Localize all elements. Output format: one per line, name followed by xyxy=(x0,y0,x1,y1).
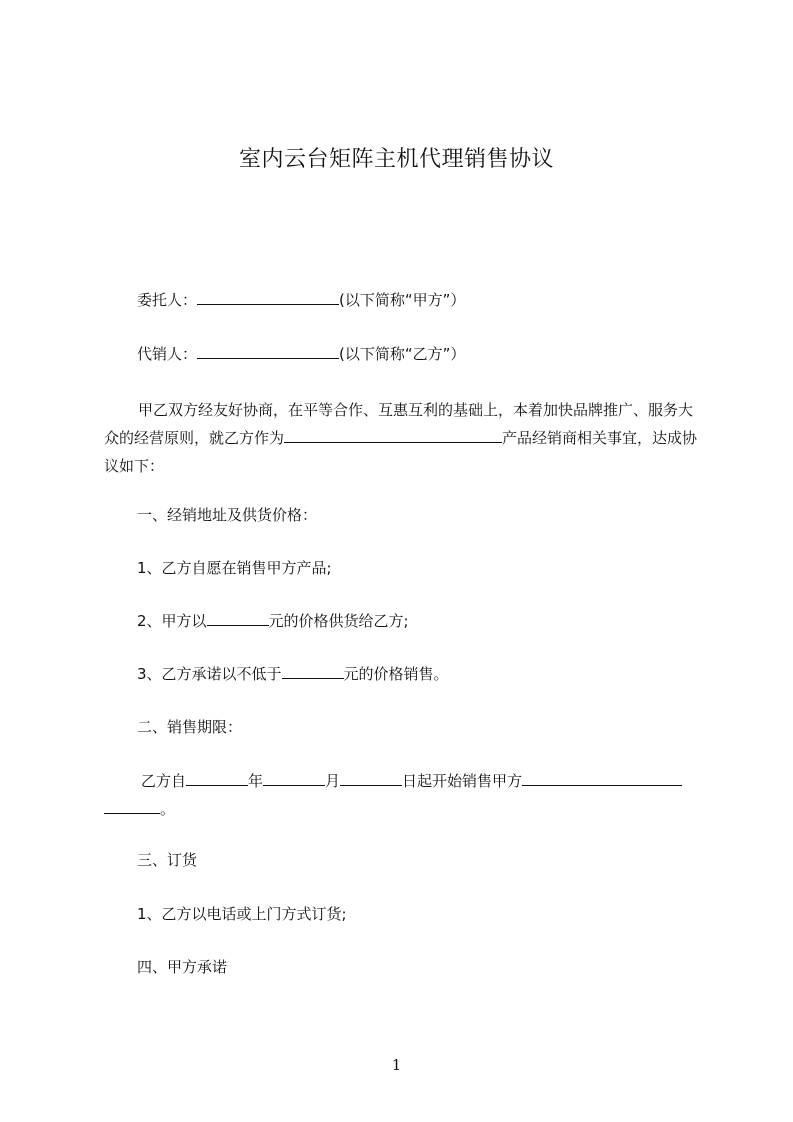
year-blank xyxy=(186,771,248,786)
intro-text-part1: 甲乙双方经友好协商，在平等合作、互惠互利的基础上，本着加快品牌推广、服务大众的经营原则，就乙方作为 xyxy=(104,401,694,447)
day-blank xyxy=(340,771,402,786)
period-prefix: 乙方自 xyxy=(141,772,187,790)
principal-blank xyxy=(197,290,339,305)
item3-prefix: 3、乙方承诺以不低于 xyxy=(137,665,282,683)
section2-text-line2 xyxy=(104,799,175,819)
agent-line xyxy=(137,344,465,364)
agent-blank xyxy=(197,344,339,359)
section2-heading: 二、销售期限： xyxy=(137,718,243,736)
document-title: 室内云台矩阵主机代理销售协议 xyxy=(238,147,554,172)
section2-text-line1 xyxy=(141,771,682,791)
section1-heading: 一、经销地址及供货价格： xyxy=(137,506,318,524)
section1-item1: 1、乙方自愿在销售甲方产品; xyxy=(137,559,332,577)
product-range-blank-continued xyxy=(104,799,160,814)
section1-item2 xyxy=(137,611,409,631)
item2-prefix: 2、甲方以 xyxy=(137,612,207,630)
min-price-blank xyxy=(282,664,344,679)
section3-heading: 三、订货 xyxy=(137,851,198,869)
product-range-blank xyxy=(522,771,682,786)
item2-suffix: 元的价格供货给乙方; xyxy=(268,612,409,630)
section1-item3 xyxy=(137,664,449,684)
item3-suffix: 元的价格销售。 xyxy=(343,665,449,683)
agent-label: 代销人： xyxy=(137,345,198,363)
day-suffix: 日起开始销售甲方 xyxy=(402,772,523,790)
month-blank xyxy=(263,771,325,786)
intro-text-part2: 产品经销商相关事宜，达成协议如下： xyxy=(104,429,698,475)
page-number: 1 xyxy=(391,1056,402,1074)
principal-suffix: (以下简称“甲方”） xyxy=(339,291,466,309)
agent-suffix: (以下简称“乙方”） xyxy=(339,345,466,363)
section4-heading: 四、甲方承诺 xyxy=(137,958,228,976)
product-blank xyxy=(284,428,502,443)
year-label: 年 xyxy=(248,772,264,790)
period-end: 。 xyxy=(160,800,176,818)
supply-price-blank xyxy=(207,611,269,626)
intro-paragraph xyxy=(104,396,704,480)
principal-label: 委托人： xyxy=(137,291,198,309)
principal-line xyxy=(137,290,465,310)
section3-item1: 1、乙方以电话或上门方式订货; xyxy=(137,905,347,923)
month-label: 月 xyxy=(325,772,341,790)
